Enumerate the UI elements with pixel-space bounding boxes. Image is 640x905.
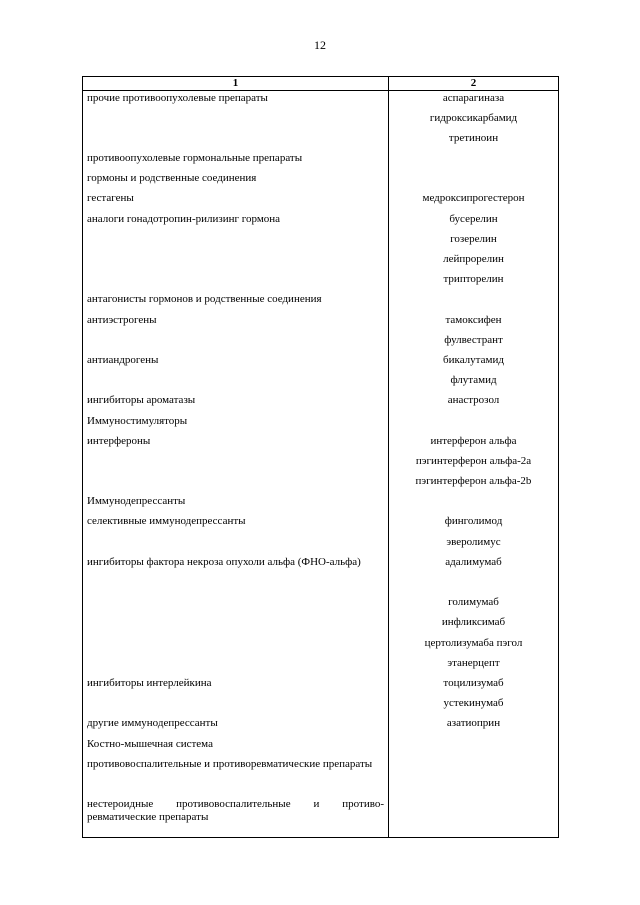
column-header-1: 1 (83, 77, 389, 91)
category-cell: аналоги гонадотропин-рилизинг гормона (83, 212, 389, 232)
category-cell (83, 656, 389, 676)
table-row (83, 414, 559, 434)
table-row (83, 716, 559, 736)
table-row (83, 171, 559, 191)
drug-name-cell: бикалутамид (389, 353, 559, 373)
drug-name-cell (389, 151, 559, 171)
table-header-row (83, 77, 559, 91)
drug-name-cell: гозерелин (389, 232, 559, 252)
table-row (83, 514, 559, 534)
table-body (83, 91, 559, 838)
category-cell (83, 595, 389, 615)
drug-name-cell: пэгинтерферон альфа-2b (389, 474, 559, 494)
category-cell: другие иммунодепрессанты (83, 716, 389, 736)
table-row (83, 676, 559, 696)
category-cell (83, 333, 389, 353)
category-cell: противоопухолевые гормональные препараты (83, 151, 389, 171)
drug-name-cell: гидроксикарбамид (389, 111, 559, 131)
table-row (83, 474, 559, 494)
drug-name-cell: лейпрорелин (389, 252, 559, 272)
category-cell (83, 131, 389, 151)
drug-name-cell: устекинумаб (389, 696, 559, 716)
drug-name-cell (389, 171, 559, 191)
category-cell: ингибиторы интерлейкина (83, 676, 389, 696)
category-cell: антагонисты гормонов и родственные соединения (83, 292, 389, 312)
table-row (83, 535, 559, 555)
drug-name-cell: адалимумаб (389, 555, 559, 595)
table-row (83, 353, 559, 373)
drug-name-cell: азатиоприн (389, 716, 559, 736)
category-cell (83, 111, 389, 131)
drug-name-cell: голимумаб (389, 595, 559, 615)
category-cell: Иммуностимуляторы (83, 414, 389, 434)
drug-name-cell (389, 737, 559, 757)
table-row (83, 434, 559, 454)
category-cell (83, 474, 389, 494)
category-cell (83, 252, 389, 272)
drug-name-cell: анастрозол (389, 393, 559, 413)
category-cell: Иммунодепрессанты (83, 494, 389, 514)
drug-name-cell: тамоксифен (389, 313, 559, 333)
drug-name-cell: третиноин (389, 131, 559, 151)
category-cell: ингибиторы фактора некроза опухоли альфа (ФНО-альфа) (83, 555, 389, 595)
drug-name-cell: эверолимус (389, 535, 559, 555)
drug-name-cell: медроксипрогестерон (389, 191, 559, 211)
drug-name-cell: флутамид (389, 373, 559, 393)
table-row (83, 313, 559, 333)
table-row (83, 737, 559, 757)
drug-name-cell: этанерцепт (389, 656, 559, 676)
table-row (83, 232, 559, 252)
drug-name-cell: тоцилизумаб (389, 676, 559, 696)
table-row (83, 797, 559, 837)
category-cell (83, 615, 389, 635)
table-row (83, 212, 559, 232)
category-cell (83, 535, 389, 555)
table-row (83, 454, 559, 474)
table-row (83, 111, 559, 131)
page-number: 12 (314, 38, 326, 52)
drug-name-cell: инфликсимаб (389, 615, 559, 635)
drug-name-cell: финголимод (389, 514, 559, 534)
table-row (83, 494, 559, 514)
drug-name-cell (389, 414, 559, 434)
table-row (83, 757, 559, 797)
category-cell: гормоны и родственные соединения (83, 171, 389, 191)
drug-name-cell: трипторелин (389, 272, 559, 292)
drug-name-cell: пэгинтерферон альфа-2a (389, 454, 559, 474)
category-cell (83, 373, 389, 393)
table-row (83, 555, 559, 595)
drug-name-cell (389, 494, 559, 514)
drug-name-cell (389, 292, 559, 312)
table-row (83, 373, 559, 393)
drug-name-cell: бусерелин (389, 212, 559, 232)
category-cell: прочие противоопухолевые препараты (83, 91, 389, 111)
table-row (83, 696, 559, 716)
category-cell (83, 454, 389, 474)
category-cell: нестероидные противовоспалительные и противо-ревматические препараты (83, 797, 389, 837)
table-row (83, 272, 559, 292)
category-cell (83, 636, 389, 656)
drug-classification-table (82, 76, 559, 838)
table-row (83, 636, 559, 656)
table-row (83, 595, 559, 615)
category-cell: гестагены (83, 191, 389, 211)
category-cell: селективные иммунодепрессанты (83, 514, 389, 534)
table-row (83, 333, 559, 353)
category-cell: противовоспалительные и противоревматические препараты (83, 757, 389, 797)
table-row (83, 615, 559, 635)
category-cell: ингибиторы ароматазы (83, 393, 389, 413)
drug-name-cell: фулвестрант (389, 333, 559, 353)
table-row (83, 191, 559, 211)
column-header-2: 2 (389, 77, 559, 91)
drug-name-cell: цертолизумаба пэгол (389, 636, 559, 656)
table-row (83, 292, 559, 312)
category-cell: антиэстрогены (83, 313, 389, 333)
drug-name-cell (389, 797, 559, 837)
table-row (83, 151, 559, 171)
table-row (83, 252, 559, 272)
table-row (83, 656, 559, 676)
table-row (83, 131, 559, 151)
drug-name-cell: аспарагиназа (389, 91, 559, 111)
drug-name-cell: интерферон альфа (389, 434, 559, 454)
table-row (83, 91, 559, 111)
category-cell: Костно-мышечная система (83, 737, 389, 757)
category-cell (83, 232, 389, 252)
category-cell: интерфероны (83, 434, 389, 454)
category-cell: антиандрогены (83, 353, 389, 373)
drug-name-cell (389, 757, 559, 797)
category-cell (83, 696, 389, 716)
table-row (83, 393, 559, 413)
category-cell (83, 272, 389, 292)
